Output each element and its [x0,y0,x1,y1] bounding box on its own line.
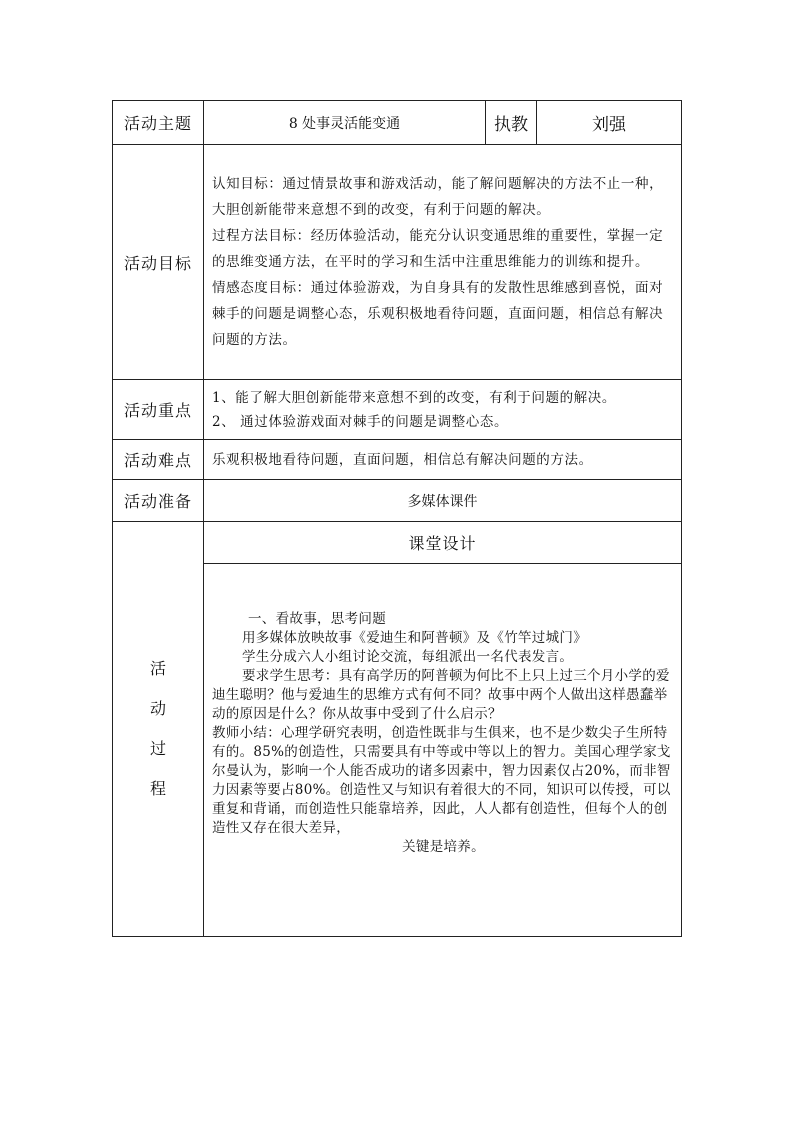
process-label-char: 活 [149,659,166,678]
process-content [204,564,682,937]
difficulty-text: 乐观积极地看待问题，直面问题，相信总有解决问题的方法。 [204,440,682,480]
difficulty-row [113,440,682,480]
process-line: 一、看故事，思考问题 [248,611,386,627]
difficulty-label: 活动难点 [113,440,204,480]
goal-process: 过程方法目标：经历体验活动，能充分认识变通思维的重要性，掌握一定的思维变通方法，在平时的学习和生活中注重思维能力的训练和提升。 [212,228,664,270]
design-title: 课堂设计 [204,522,682,564]
teacher-label: 执教 [486,101,537,145]
teacher-name: 刘强 [537,101,682,145]
goals-content [204,145,682,380]
key-point-item: 2、 通过体验游戏面对棘手的问题是调整心态。 [212,413,509,430]
design-title-row [113,522,682,564]
key-points-label: 活动重点 [113,380,204,440]
process-label [113,522,204,937]
topic-row [113,101,682,145]
goal-cognitive: 认知目标：通过情景故事和游戏活动，能了解问题解决的方法不止一种，大胆创新能带来意想不到的改变，有利于问题的解决。 [212,176,664,218]
key-point-item: 1、能了解大胆创新能带来意想不到的改变，有利于问题的解决。 [212,389,616,406]
lesson-plan-table [112,100,682,937]
preparation-text: 多媒体课件 [204,480,682,522]
preparation-row [113,480,682,522]
key-points-row [113,380,682,440]
process-line: 要求学生思考：具有高学历的阿普顿为何比不上只上过三个月小学的爱迪生聪明？他与爱迪生的思维方式有何不同？故事中两个人做出这样愚蠢举动的原因是什么？你从故事中受到了什么启示？ [212,668,670,722]
goal-emotion: 情感态度目标：通过体验游戏，为自身具有的发散性思维感到喜悦，面对棘手的问题是调整心态，乐观积极地看待问题，直面问题，相信总有解决问题的方法。 [212,280,664,348]
topic-label: 活动主题 [113,101,204,145]
goals-label: 活动目标 [113,145,204,380]
process-label-char: 过 [149,739,166,758]
process-line: 用多媒体放映故事《爱迪生和阿普顿》及《竹竿过城门》 [242,630,587,646]
process-line: 关键是培养。 [402,839,485,855]
goals-row [113,145,682,380]
key-points-content [204,380,682,440]
process-line: 教师小结：心理学研究表明，创造性既非与生俱来，也不是少数尖子生所特有的。85%的创造性，只需要具有中等或中等以上的智力。美国心理学家戈尔曼认为，影响一个人能否成功的诸多因素中，智力因素仅占20%，而非智力因素等要占80%。创造性又与知识有着很大的不同，知识可以传授，可以重复和背诵，而创造性只能靠培养，因此，人人都有创造性，但每个人的创造性又存在很大差异， [212,725,671,836]
process-label-char: 程 [149,779,166,798]
process-label-char: 动 [149,699,166,718]
process-line: 学生分成六人小组讨论交流，每组派出一名代表发言。 [242,649,574,665]
preparation-label: 活动准备 [113,480,204,522]
topic-value: 8 处事灵活能变通 [204,101,486,145]
